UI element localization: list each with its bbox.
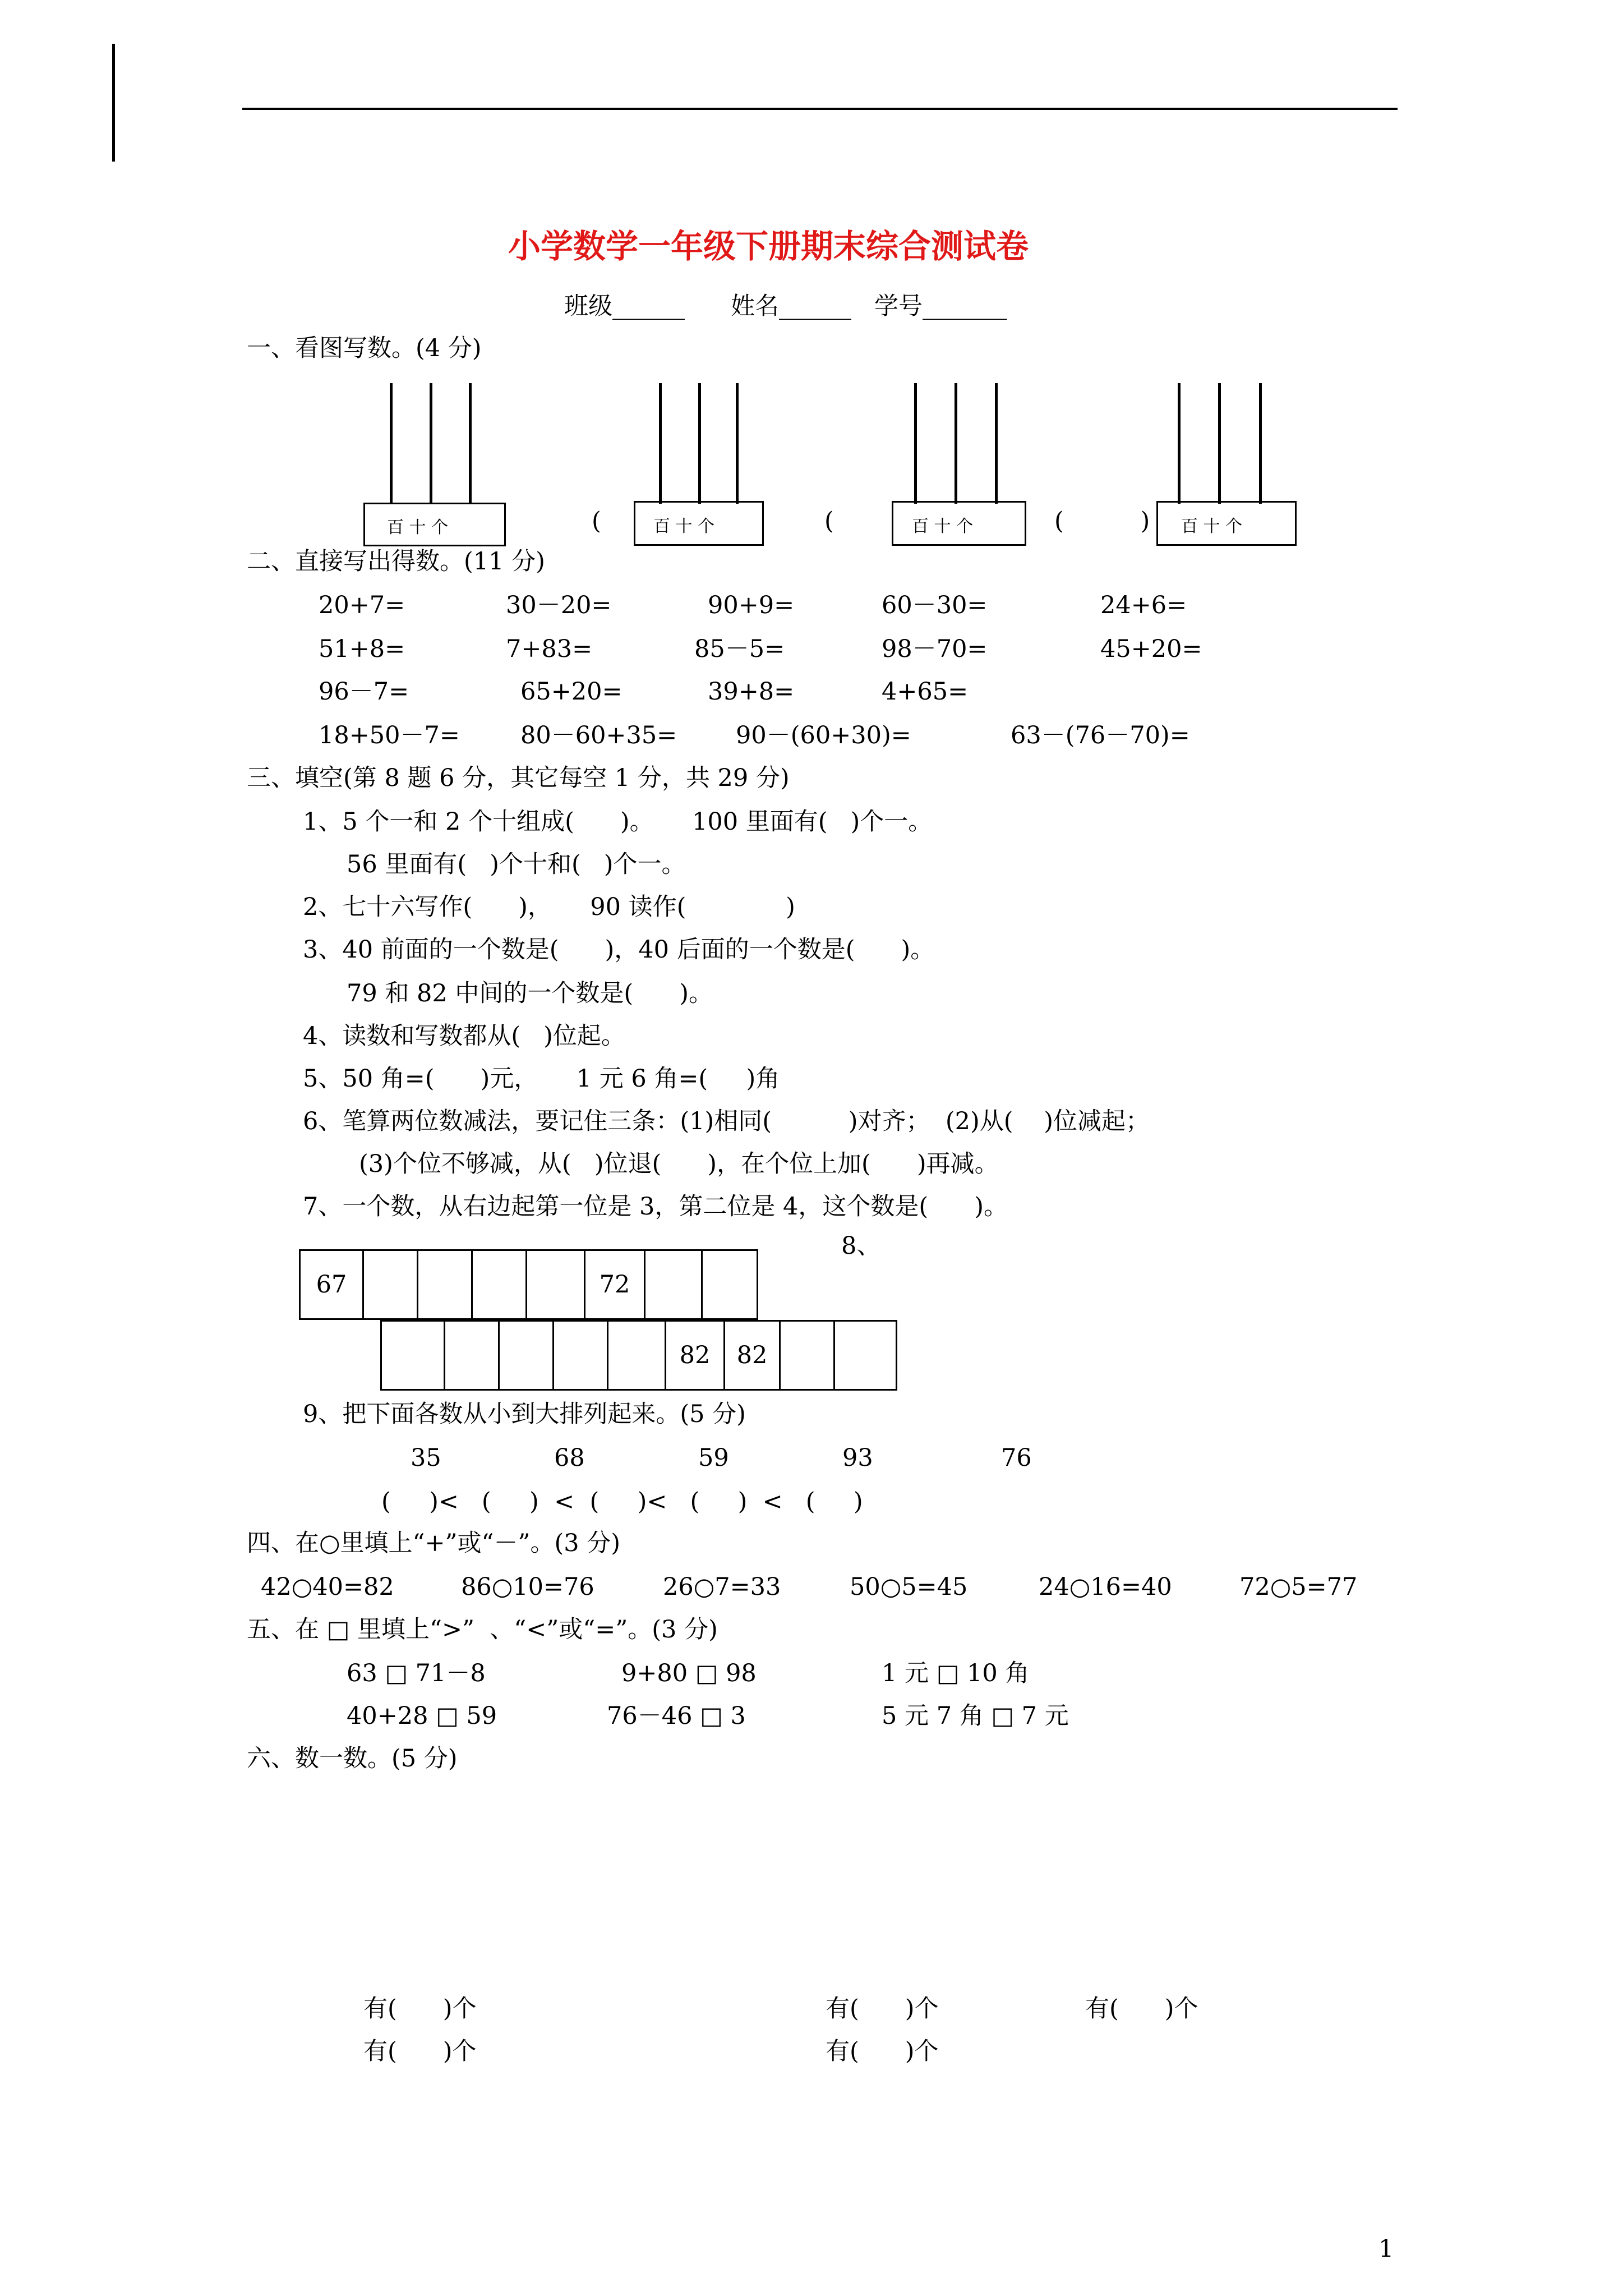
fill-q3-cont: 79 和 82 中间的一个数是( )。: [347, 979, 713, 1007]
q9-number: 59: [698, 1444, 729, 1472]
grid-cell[interactable]: [833, 1320, 897, 1391]
grid-cell[interactable]: [380, 1320, 445, 1391]
fill-q7: 7、一个数，从右边起第一位是 3，第二位是 4，这个数是( )。: [303, 1193, 1008, 1221]
abacus-3-answer-paren[interactable]: ( ): [1054, 507, 1150, 535]
student-info-line: 班级______ 姓名______ 学号_______: [564, 292, 1007, 320]
grid-cell[interactable]: [644, 1249, 703, 1320]
section-3-heading: 三、填空(第 8 题 6 分，其它每空 1 分，共 29 分): [247, 764, 790, 792]
calc-item: 45+20=: [1100, 635, 1202, 663]
abacus-1-label: 百 十 个: [387, 518, 449, 537]
operator-item[interactable]: 72○5=77: [1239, 1573, 1358, 1601]
grid-cell[interactable]: [552, 1320, 608, 1391]
count-circle-line[interactable]: 有( )个: [363, 2037, 477, 2065]
fill-q6: 6、笔算两位数减法，要记住三条：(1)相同( )对齐； (2)从( )位减起；: [303, 1107, 1150, 1135]
calc-item: 24+6=: [1100, 591, 1187, 619]
abacus-3-label: 百 十 个: [912, 517, 974, 536]
operator-item[interactable]: 26○7=33: [663, 1573, 781, 1601]
grid-cell: 72: [584, 1249, 645, 1320]
grid-cell: 67: [299, 1249, 364, 1320]
operator-item[interactable]: 86○10=76: [461, 1573, 594, 1601]
section-4-heading: 四、在○里填上“+”或“－”。(3 分): [247, 1529, 621, 1557]
section-5-heading: 五、在 □ 里填上“>” 、“<”或“=”。(3 分): [247, 1616, 718, 1644]
rectangle-icon: [296, 2017, 370, 2050]
compare-item[interactable]: 40+28 □ 59: [347, 1702, 497, 1730]
compare-item[interactable]: 9+80 □ 98: [621, 1659, 757, 1687]
calc-item: 90+9=: [708, 591, 795, 619]
grid-cell[interactable]: [498, 1320, 554, 1391]
compare-item[interactable]: 63 □ 71－8: [347, 1659, 486, 1687]
grid-cell[interactable]: [607, 1320, 666, 1391]
fill-q8-label: 8、: [841, 1232, 881, 1260]
compare-item[interactable]: 76－46 □ 3: [607, 1702, 746, 1730]
calc-item: 39+8=: [708, 678, 795, 706]
grid-cell[interactable]: [444, 1320, 500, 1391]
calc-item: 63－(76－70)=: [1011, 721, 1190, 749]
grid-cell[interactable]: [471, 1249, 527, 1320]
grid-cell[interactable]: [701, 1249, 758, 1320]
calc-item: 30－20=: [506, 591, 612, 619]
abacus-1-answer-paren[interactable]: (: [592, 507, 601, 535]
section-6-heading: 六、数一数。(5 分): [247, 1745, 458, 1773]
grid-cell[interactable]: [779, 1320, 835, 1391]
q9-number: 35: [411, 1444, 441, 1472]
fill-q1: 1、5 个一和 2 个十组成( )。 100 里面有( )个一。: [303, 808, 933, 836]
grid-cell[interactable]: [525, 1249, 585, 1320]
calc-item: 4+65=: [882, 678, 969, 706]
grid-cell: 82: [665, 1320, 725, 1391]
q9-number: 68: [554, 1444, 585, 1472]
calc-item: 60－30=: [882, 591, 988, 619]
calc-item: 18+50－7=: [319, 721, 460, 749]
calc-item: 65+20=: [520, 678, 623, 706]
fill-q5: 5、50 角=( )元， 1 元 6 角=( )角: [303, 1065, 780, 1093]
abacus-2-label: 百 十 个: [653, 517, 715, 536]
operator-item[interactable]: 24○16=40: [1039, 1573, 1172, 1601]
page-title: 小学数学一年级下册期末综合测试卷: [508, 227, 1029, 265]
calc-item: 20+7=: [319, 591, 405, 619]
q9-number: 76: [1001, 1444, 1032, 1472]
fill-q2: 2、七十六写作( )， 90 读作( ): [303, 893, 795, 921]
fill-q9: 9、把下面各数从小到大排列起来。(5 分): [303, 1400, 746, 1428]
fill-q4: 4、读数和写数都从( )位起。: [303, 1022, 625, 1050]
count-ship-line-1[interactable]: 有( )个: [826, 1995, 939, 2023]
triangle-icon: [841, 2093, 886, 2124]
abacus-2-answer-paren[interactable]: (: [824, 507, 834, 535]
grid-cell[interactable]: [362, 1249, 418, 1320]
header-rule: [242, 108, 1398, 110]
calc-item: 90－(60+30)=: [736, 721, 911, 749]
abacus-4-label: 百 十 个: [1181, 517, 1243, 536]
compare-item[interactable]: 1 元 □ 10 角: [882, 1659, 1030, 1687]
calc-item: 7+83=: [506, 635, 593, 663]
count-rectangle-line[interactable]: 有( )个: [363, 1995, 477, 2023]
count-square-line[interactable]: 有( )个: [1085, 1995, 1198, 2023]
fill-q6-cont: (3)个位不够减，从( )位退( )，在个位上加( )再减。: [359, 1150, 999, 1178]
calc-item: 85－5=: [694, 635, 785, 663]
section-2-heading: 二、直接写出得数。(11 分): [247, 547, 545, 576]
fill-q1-cont: 56 里面有( )个十和( )个一。: [347, 850, 686, 878]
compare-item[interactable]: 5 元 7 角 □ 7 元: [882, 1702, 1069, 1730]
calc-item: 98－70=: [882, 635, 988, 663]
count-triangle-line[interactable]: 有( )个: [826, 2037, 939, 2065]
page-number: 1: [1378, 2235, 1394, 2263]
operator-item[interactable]: 42○40=82: [261, 1573, 394, 1601]
margin-bar: [112, 44, 115, 162]
grid-cell[interactable]: [417, 1249, 473, 1320]
calc-item: 51+8=: [319, 635, 405, 663]
circle-icon: [320, 2088, 362, 2130]
q9-answer-blanks[interactable]: ( )< ( ) < ( )< ( ) < ( ): [381, 1488, 863, 1516]
q9-number: 93: [842, 1444, 873, 1472]
fill-q3: 3、40 前面的一个数是( )，40 后面的一个数是( )。: [303, 936, 935, 964]
calc-item: 96－7=: [319, 678, 409, 706]
calc-item: 80－60+35=: [520, 721, 677, 749]
grid-cell: 82: [723, 1320, 781, 1391]
section-1-heading: 一、看图写数。(4 分): [247, 334, 482, 362]
operator-item[interactable]: 50○5=45: [850, 1573, 968, 1601]
